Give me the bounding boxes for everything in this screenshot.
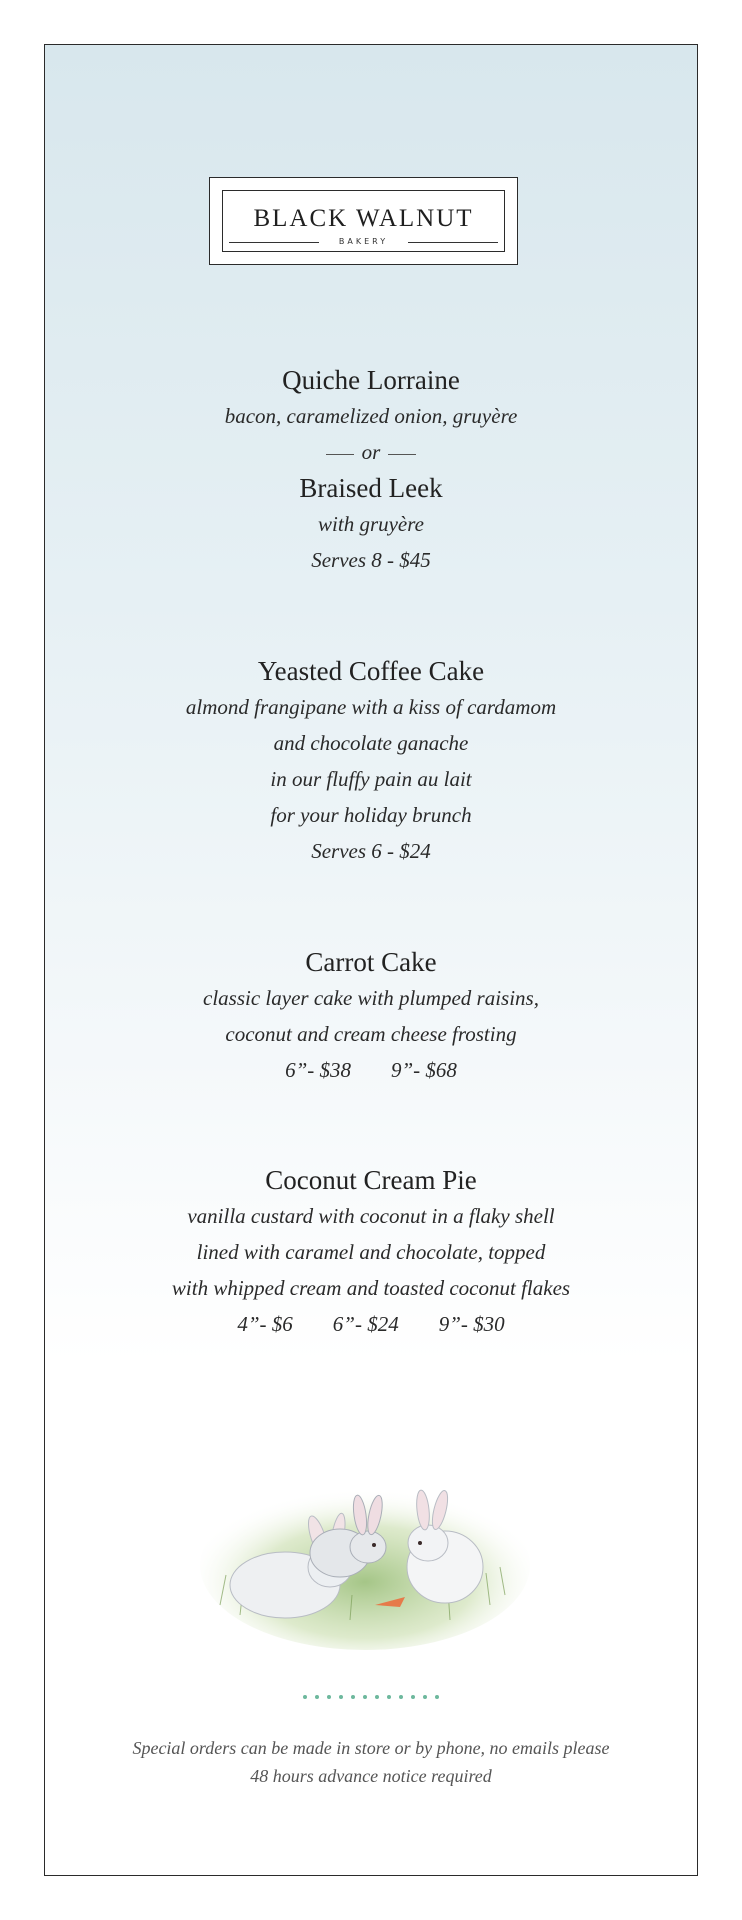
dot bbox=[435, 1695, 439, 1699]
dash-right bbox=[388, 454, 416, 455]
dot bbox=[351, 1695, 355, 1699]
or-divider bbox=[44, 434, 698, 470]
item-price: Serves 8 - $45 bbox=[311, 548, 431, 572]
item-desc: classic layer cake with plumped raisins, bbox=[203, 986, 539, 1010]
item-desc: bacon, caramelized onion, gruyère bbox=[224, 404, 518, 428]
item-desc: for your holiday brunch bbox=[270, 803, 472, 827]
dot bbox=[303, 1695, 307, 1699]
dot bbox=[315, 1695, 319, 1699]
dot bbox=[375, 1695, 379, 1699]
logo-subtitle: BAKERY bbox=[338, 237, 389, 246]
price: 9”- $30 bbox=[438, 1312, 505, 1336]
price: 4”- $6 bbox=[237, 1312, 293, 1336]
item-desc: lined with caramel and chocolate, topped bbox=[196, 1240, 546, 1264]
menu-item-coconut-cream-pie bbox=[44, 1162, 698, 1342]
item-title: Quiche Lorraine bbox=[282, 365, 460, 395]
dash-left bbox=[326, 454, 354, 455]
item-title: Braised Leek bbox=[299, 473, 443, 503]
item-desc: vanilla custard with coconut in a flaky shell bbox=[187, 1204, 555, 1228]
logo-name: BLACK WALNUT bbox=[253, 205, 474, 232]
item-desc: almond frangipane with a kiss of cardamom bbox=[185, 695, 557, 719]
footer-note-orders: Special orders can be made in store or by phone, no emails please bbox=[132, 1738, 610, 1758]
logo-inner-border bbox=[222, 190, 505, 252]
menu-item-carrot-cake bbox=[44, 944, 698, 1088]
price: 6”- $24 bbox=[332, 1312, 399, 1336]
dot bbox=[363, 1695, 367, 1699]
dot bbox=[423, 1695, 427, 1699]
logo-rule-right bbox=[408, 242, 498, 243]
dot bbox=[387, 1695, 391, 1699]
bunnies-illustration bbox=[200, 1455, 530, 1650]
item-prices bbox=[44, 1052, 698, 1088]
menu-item-quiche-lorraine bbox=[44, 362, 698, 578]
footer-note-notice: 48 hours advance notice required bbox=[250, 1766, 492, 1786]
item-title: Carrot Cake bbox=[305, 947, 437, 977]
price: 6”- $38 bbox=[285, 1058, 351, 1082]
dot-divider bbox=[0, 1686, 742, 1704]
menu-item-coffee-cake bbox=[44, 653, 698, 869]
item-desc: with gruyère bbox=[318, 512, 424, 536]
item-desc: with whipped cream and toasted coconut flakes bbox=[171, 1276, 571, 1300]
price: 9”- $68 bbox=[391, 1058, 457, 1082]
item-price: Serves 6 - $24 bbox=[311, 839, 431, 863]
dot bbox=[399, 1695, 403, 1699]
item-title: Yeasted Coffee Cake bbox=[257, 656, 485, 686]
dot bbox=[411, 1695, 415, 1699]
item-title: Coconut Cream Pie bbox=[265, 1165, 477, 1195]
item-prices bbox=[44, 1306, 698, 1342]
or-text: or bbox=[361, 440, 381, 464]
item-desc: in our fluffy pain au lait bbox=[270, 767, 472, 791]
dot bbox=[327, 1695, 331, 1699]
bakery-logo bbox=[209, 177, 518, 265]
dot bbox=[339, 1695, 343, 1699]
item-desc: coconut and cream cheese frosting bbox=[225, 1022, 517, 1046]
item-desc: and chocolate ganache bbox=[273, 731, 469, 755]
